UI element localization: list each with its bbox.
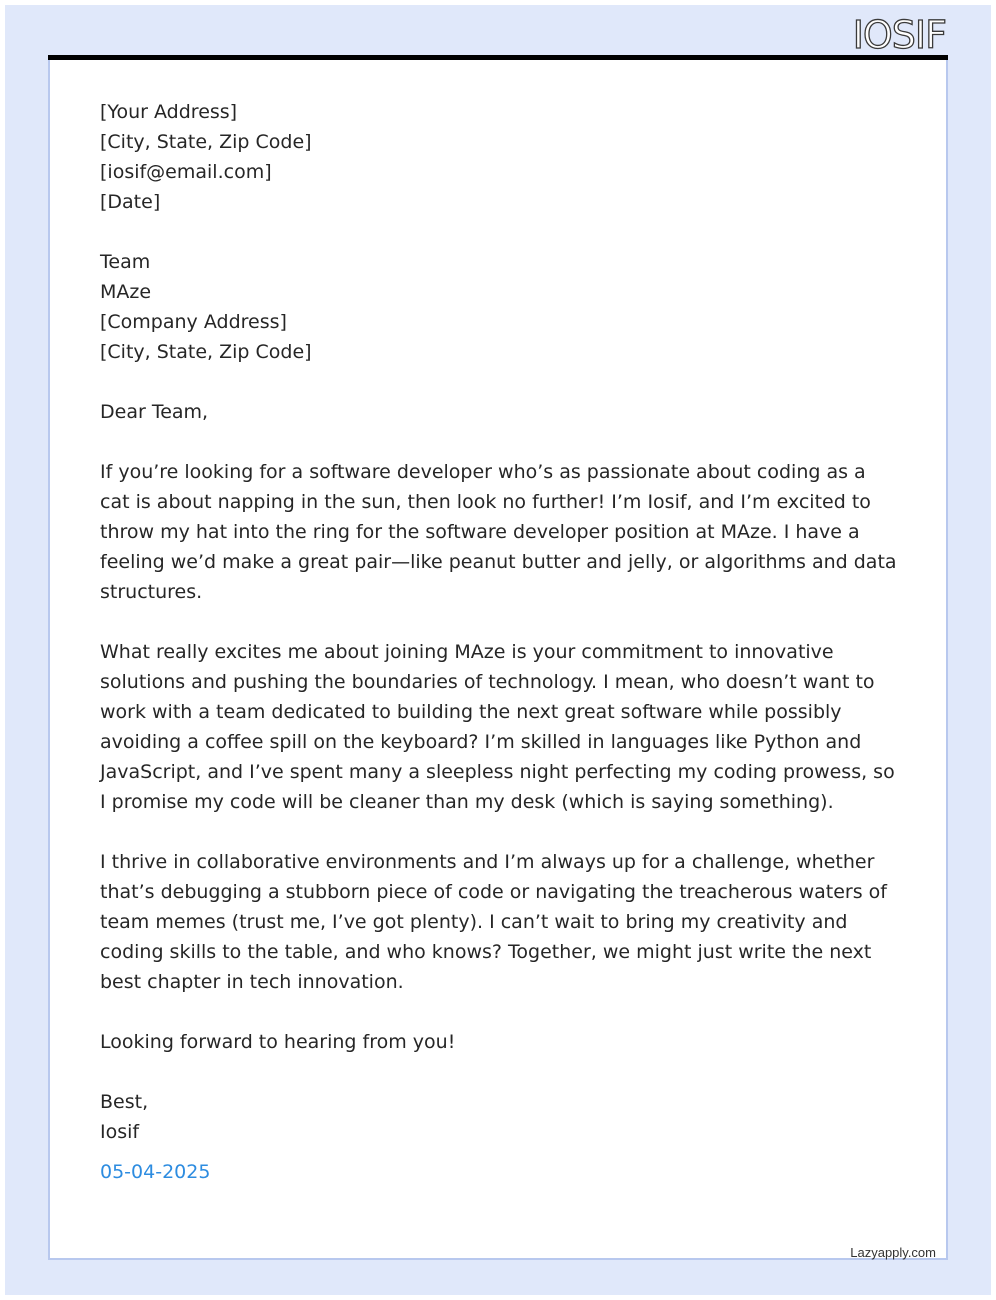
sender-email: [iosif@email.com]	[100, 161, 272, 183]
closing-remark: Looking forward to hearing from you!	[100, 1031, 456, 1053]
letter-body	[100, 97, 900, 1187]
body-paragraph: I thrive in collaborative environments and I’m always up for a challenge, whether that’s debugging a stubborn piece of code or navigating the treacherous waters of team memes (trust me, I’ve got plenty). I can’t wait to bring my creativity and coding skills to the table, and who knows? Together, we might just write the next best chapter in tech innovation.	[100, 851, 887, 993]
signoff: Best,	[100, 1091, 149, 1113]
signature-block	[100, 1087, 900, 1147]
recipient-address: [Company Address]	[100, 311, 287, 333]
footer-watermark: Lazyapply.com	[850, 1245, 936, 1260]
header-rule	[48, 55, 948, 60]
body-paragraph: If you’re looking for a software developer who’s as passionate about coding as a cat is about napping in the sun, then look no further! I’m Iosif, and I’m excited to throw my hat into the ring for the software developer position at MAze. I have a feeling we’d make a great pair—like peanut butter and jelly, or algorithms and data structures.	[100, 461, 897, 603]
sender-address: [Your Address]	[100, 101, 238, 123]
recipient-name: Team	[100, 251, 151, 273]
recipient-company: MAze	[100, 281, 152, 303]
sender-date: [Date]	[100, 191, 161, 213]
letter-date: 05-04-2025	[100, 1161, 211, 1183]
body-paragraph: What really excites me about joining MAze is your commitment to innovative solutions and pushing the boundaries of technology. I mean, who doesn’t want to work with a team dedicated to building the next great software while possibly avoiding a coffee spill on the keyboard? I’m skilled in languages like Python and JavaScript, and I’ve spent many a sleepless night perfecting my coding prowess, so I promise my code will be cleaner than my desk (which is saying something).	[100, 641, 895, 813]
recipient-block	[100, 247, 900, 367]
recipient-city-state-zip: [City, State, Zip Code]	[100, 341, 312, 363]
signer-name: Iosif	[100, 1121, 140, 1143]
sender-block	[100, 97, 900, 217]
sender-city-state-zip: [City, State, Zip Code]	[100, 131, 312, 153]
brand-logo: IOSIF	[852, 13, 946, 57]
salutation: Dear Team,	[100, 401, 209, 423]
